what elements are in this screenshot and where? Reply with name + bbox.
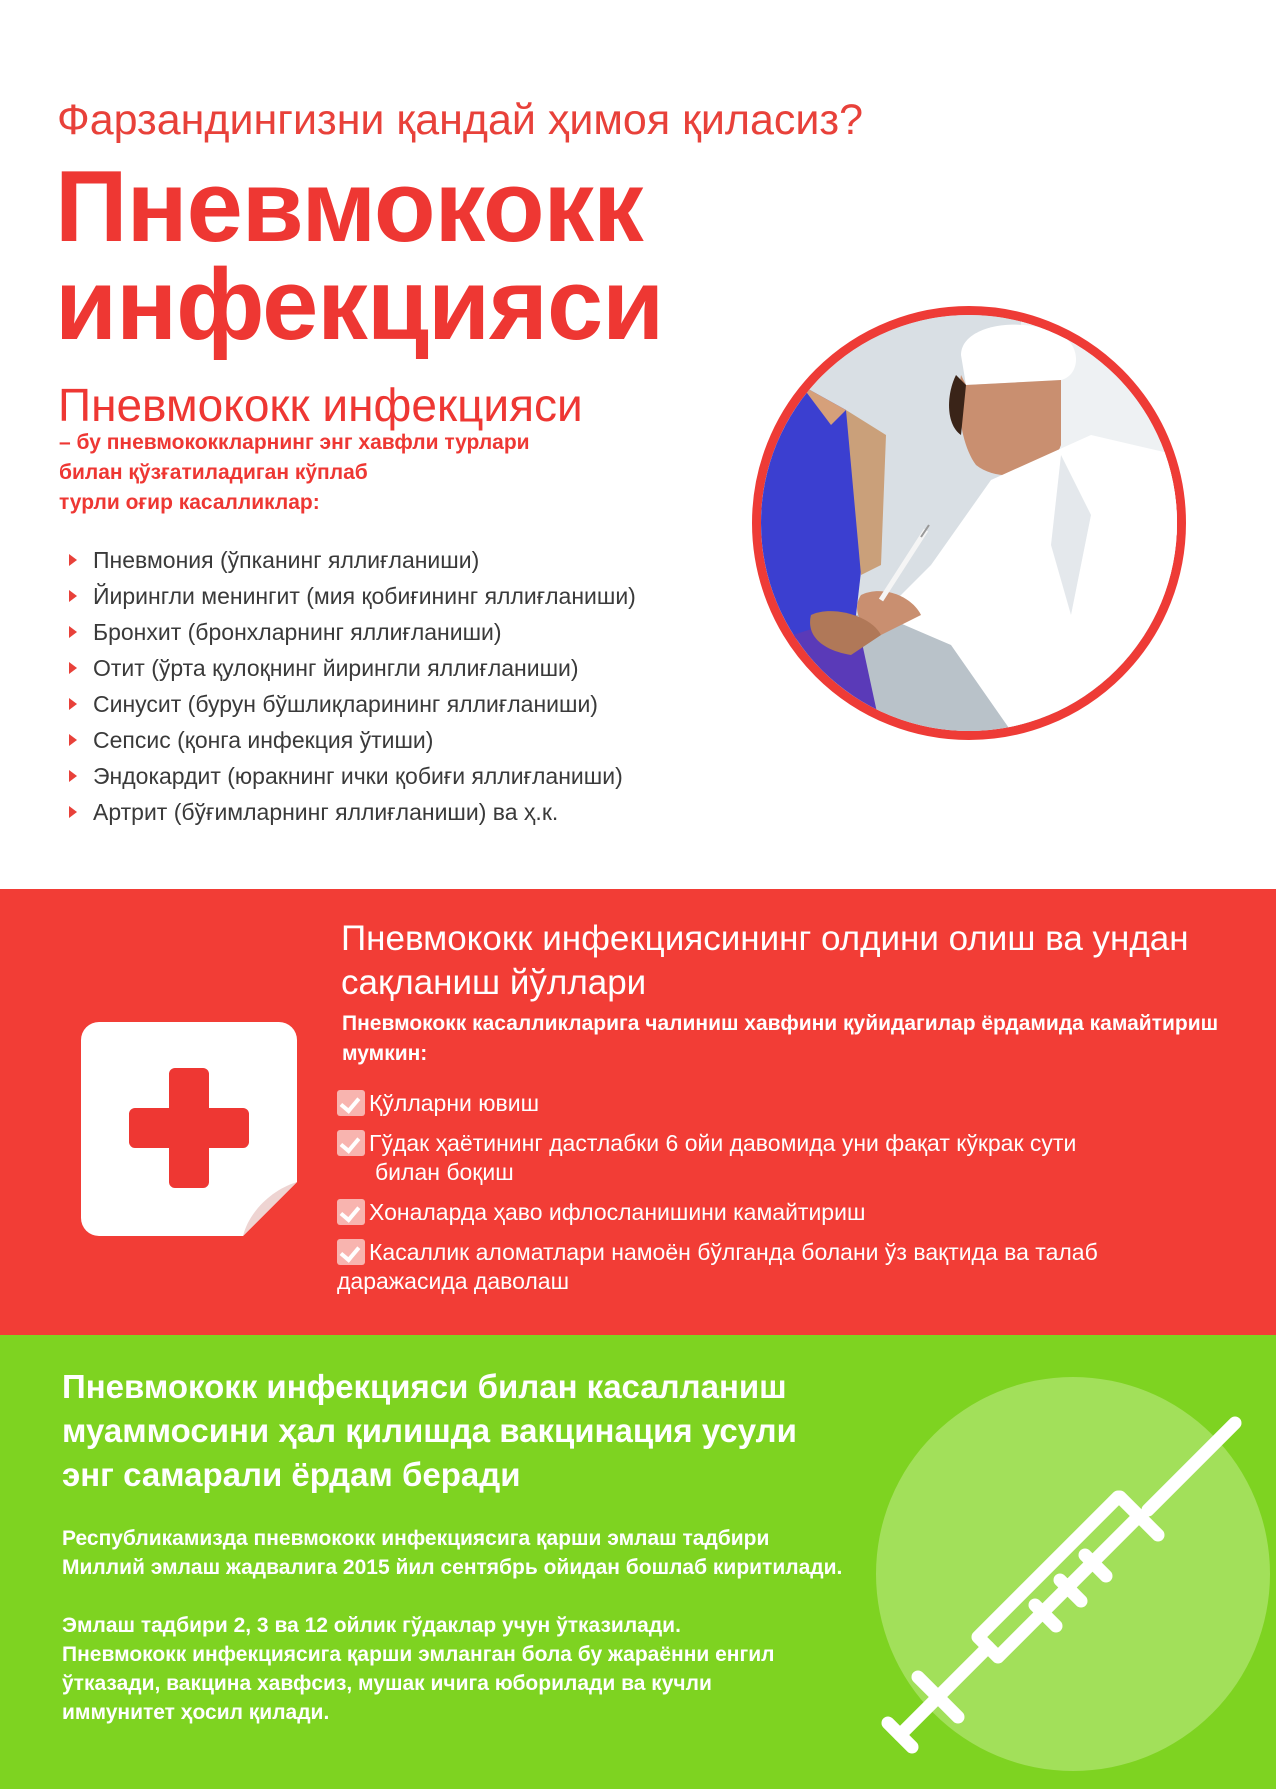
disease-label: Отит (ўрта қулоқнинг йирингли яллиғланиши)	[93, 655, 579, 681]
nurse-photo	[752, 306, 1186, 740]
triangle-bullet-icon	[69, 734, 77, 746]
prevention-item-text: Касаллик аломатлари намоён бўлганда болани ўз вақтида ва талаб	[369, 1239, 1098, 1265]
vaccination-p2-line-2: Пневмококк инфекциясига қарши эмланган бола бу жараённи енгил	[62, 1643, 775, 1666]
triangle-bullet-icon	[69, 554, 77, 566]
vaccination-title	[62, 1365, 797, 1497]
definition-line-3: турли оғир касалликлар:	[59, 491, 320, 514]
prevention-item-text: Қўлларни ювиш	[369, 1090, 540, 1116]
prevention-item-text: Гўдак ҳаётининг дастлабки 6 ойи давомида уни фақат кўкрак сути	[369, 1130, 1077, 1156]
vaccination-section	[0, 1335, 1276, 1789]
title-line-1: Пневмококк	[55, 151, 643, 263]
checkmark-icon	[337, 1239, 365, 1265]
list-item	[66, 578, 636, 614]
paragraph-gap	[62, 1582, 842, 1611]
vaccination-p2-line-4: иммунитет ҳосил қилади.	[62, 1701, 330, 1724]
prevention-title: Пневмококк инфекциясининг олдини олиш ва ундан сақланиш йўллари	[341, 919, 1189, 1002]
list-item	[66, 722, 636, 758]
disease-label: Эндокардит (юракнинг ички қобиғи яллиғланиши)	[93, 763, 623, 789]
disease-list	[66, 542, 636, 830]
list-item	[66, 542, 636, 578]
triangle-bullet-icon	[69, 626, 77, 638]
list-item	[66, 758, 636, 794]
definition-line-2: билан қўзғатиладиган кўплаб	[59, 461, 368, 484]
checkmark-icon	[337, 1199, 365, 1225]
triangle-bullet-icon	[69, 590, 77, 602]
prevention-list	[337, 1089, 1217, 1296]
triangle-bullet-icon	[69, 662, 77, 674]
list-item	[337, 1198, 1217, 1227]
checkmark-icon	[337, 1130, 365, 1156]
vaccination-title-line-2: муаммосини ҳал қилишда вакцинация усули	[62, 1412, 797, 1449]
vaccination-p2-line-3: ўтказади, вакцина хавфсиз, мушак ичига юборилади ва кучли	[62, 1672, 712, 1695]
vaccination-text	[62, 1524, 842, 1727]
medical-cross-icon	[81, 1022, 297, 1236]
disease-label: Бронхит (бронхларнинг яллиғланиши)	[93, 619, 502, 645]
page-title	[55, 151, 664, 361]
prevention-item-text: Хоналарда ҳаво ифлосланишини камайтириш	[369, 1199, 866, 1225]
prevention-section	[0, 889, 1276, 1335]
definition-text	[59, 428, 530, 518]
list-item	[337, 1089, 1217, 1118]
list-item	[66, 794, 636, 830]
vaccination-p1-line-1: Республикамизда пневмококк инфекциясига қарши эмлаш тадбири	[62, 1527, 770, 1550]
list-item	[66, 650, 636, 686]
definition-line-1: – бу пневмококкларнинг энг хавфли турлари	[59, 431, 530, 454]
prevention-intro: Пневмококк касалликларига чалиниш хавфини қуйидагилар ёрдамида камайтириш мумкин:	[342, 1012, 1219, 1065]
vaccination-title-line-1: Пневмококк инфекцияси билан касалланиш	[62, 1368, 787, 1405]
list-item	[66, 686, 636, 722]
prevention-item-text-continued: билан боқиш	[375, 1159, 514, 1185]
subtitle: Пневмококк инфекцияси	[58, 379, 583, 431]
nurse-vaccination-illustration	[761, 315, 1177, 731]
vaccination-p2-line-1: Эмлаш тадбири 2, 3 ва 12 ойлик гўдаклар учун ўтказилади.	[62, 1614, 681, 1637]
syringe-icon	[880, 1405, 1250, 1775]
title-line-2: инфекцияси	[55, 249, 664, 361]
vaccination-title-line-3: энг самарали ёрдам беради	[62, 1456, 521, 1493]
triangle-bullet-icon	[69, 770, 77, 782]
list-item	[337, 1129, 1217, 1187]
vaccination-p1-line-2: Миллий эмлаш жадвалига 2015 йил сентябрь ойидан бошлаб киритилади.	[62, 1556, 843, 1579]
triangle-bullet-icon	[69, 806, 77, 818]
question-heading: Фарзандингизни қандай ҳимоя қиласиз?	[57, 96, 864, 144]
disease-label: Артрит (бўғимларнинг яллиғланиши) ва ҳ.к.	[93, 799, 559, 825]
prevention-item-text-continued: даражасида даволаш	[337, 1268, 570, 1294]
disease-label: Пневмония (ўпканинг яллиғланиши)	[93, 547, 480, 573]
disease-label: Йирингли менингит (мия қобиғининг яллиғланиши)	[93, 583, 636, 609]
list-item	[337, 1238, 1217, 1296]
checkmark-icon	[337, 1090, 365, 1116]
disease-label: Синусит (бурун бўшлиқларининг яллиғланиши)	[93, 691, 598, 717]
triangle-bullet-icon	[69, 698, 77, 710]
disease-label: Сепсис (қонга инфекция ўтиши)	[93, 727, 434, 753]
list-item	[66, 614, 636, 650]
